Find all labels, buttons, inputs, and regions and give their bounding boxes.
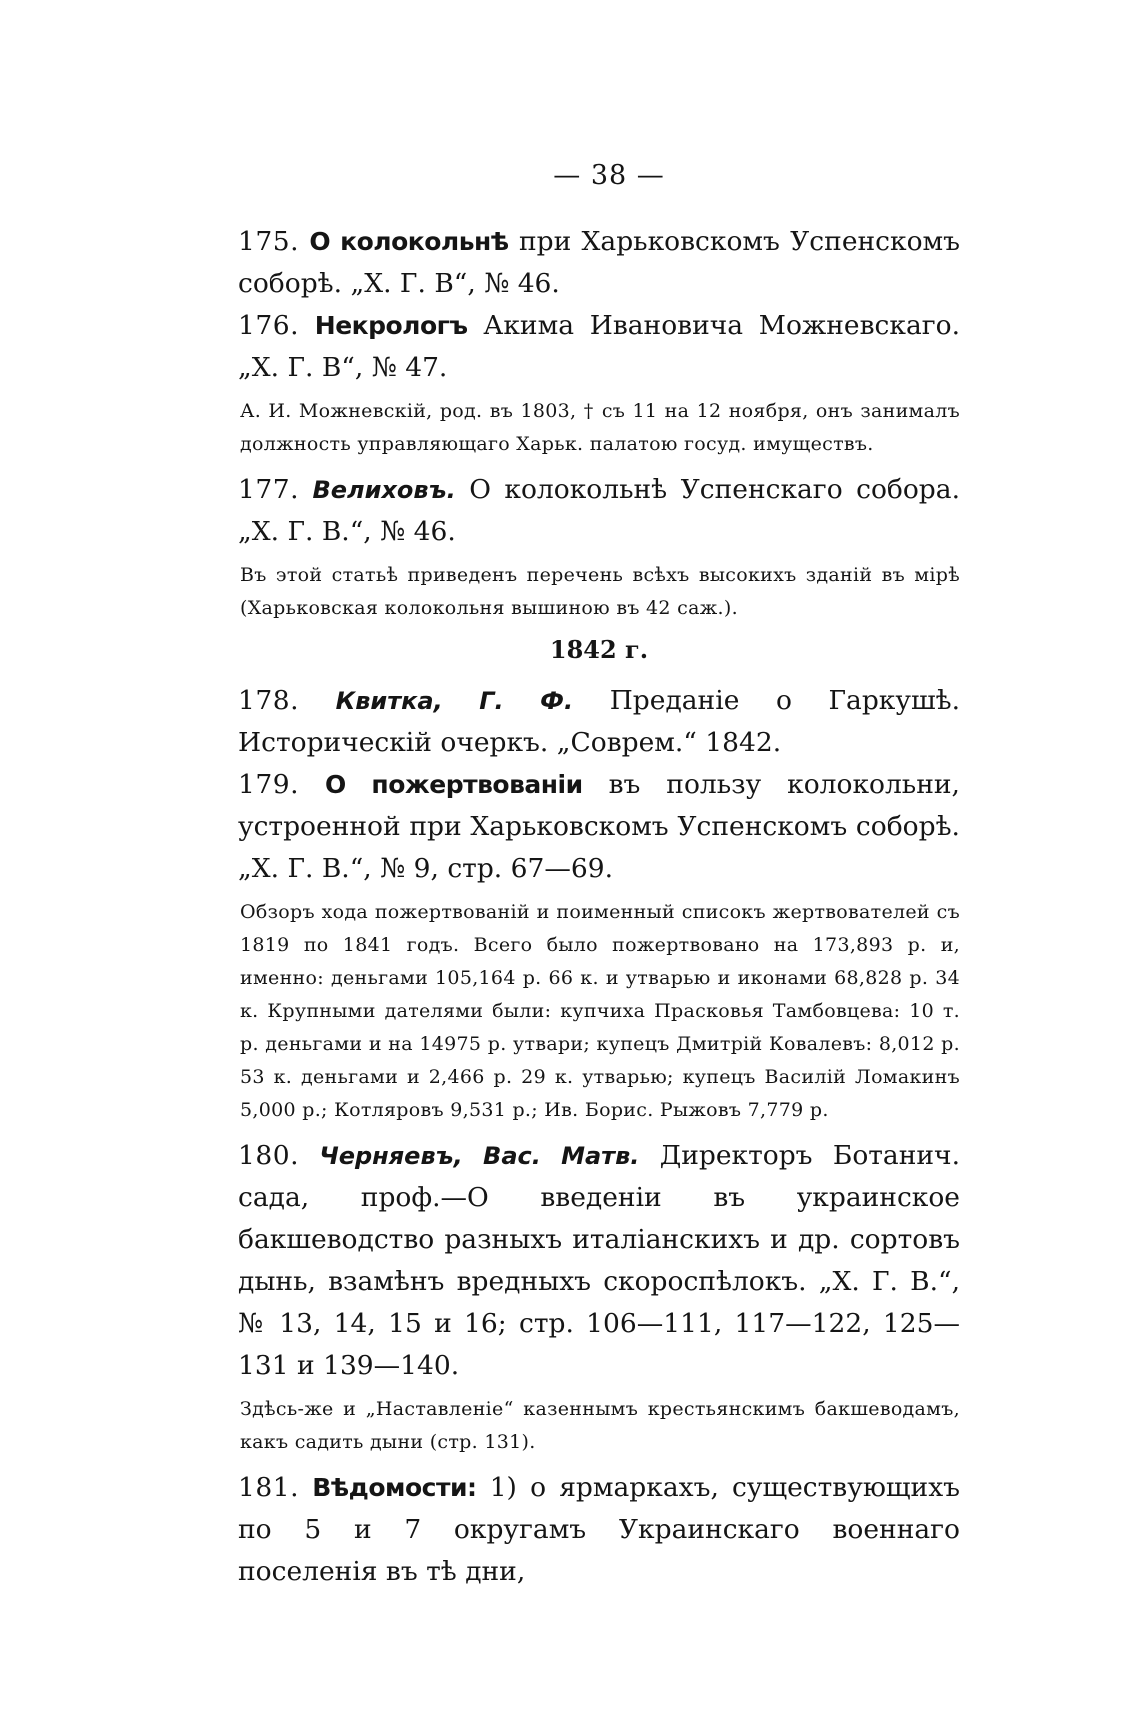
entry-author: Черняевъ, Вас. Матв. [319, 1142, 640, 1170]
entry-number: 178. [238, 685, 300, 716]
entry-178 [238, 680, 960, 764]
entry-text: Преданіе о Гаркушѣ. Историческій очеркъ. „Соврем.“ 1842. [238, 685, 960, 758]
entry-176 [238, 305, 960, 389]
entry-175 [238, 221, 960, 305]
entry-text: при Харьковскомъ Успенскомъ соборѣ. „X. Г. В“, № 46. [238, 226, 960, 299]
entry-author: Квитка, Г. Ф. [335, 687, 574, 715]
entry-author: Велиховъ. [312, 476, 456, 504]
entry-text: О колокольнѣ Успенскаго собора. „X. Г. В.“, № 46. [238, 474, 960, 547]
page-number: — 38 — [553, 160, 665, 191]
entry-number: 176. [238, 310, 300, 341]
entry-text: въ пользу колокольни, устроенной при Харьковскомъ Успенскомъ соборѣ. „X. Г. В.“, № 9, стр. 67—69. [238, 769, 960, 884]
entry-text: Директоръ Ботанич. сада, проф.—О введеніи въ украинское бакшеводство разныхъ италіанскихъ и др. сортовъ дынь, взамѣнъ вредныхъ скороспѣлокъ. „X. Г. В.“, № 13, 14, 15 и 16; стр. 106—111, 117—122, 125—131 и 139—140. [238, 1140, 960, 1381]
entry-text: Акима Ивановича Можневскаго. „X. Г. В“, № 47. [238, 310, 960, 383]
entry-number: 175. [238, 226, 300, 257]
entry-180 [238, 1135, 960, 1387]
entry-title: Некрологъ [314, 311, 468, 340]
entry-number: 181. [238, 1472, 300, 1503]
year-heading: 1842 г. [549, 635, 649, 664]
entry-number: 177. [238, 474, 300, 505]
book-page [238, 160, 960, 1593]
entry-number: 179. [238, 769, 300, 800]
entry-note: Въ этой статьѣ приведенъ перечень всѣхъ высокихъ зданій въ мірѣ (Харьковская колокольня вышиною въ 42 саж.). [240, 564, 960, 619]
entry-text: 1) о ярмаркахъ, существующихъ по 5 и 7 округамъ Украинскаго военнаго поселенія въ тѣ дни, [238, 1472, 960, 1587]
entry-title: О пожертвованіи [324, 770, 583, 799]
entry-title: О колокольнѣ [309, 227, 509, 256]
entry-note: Обзоръ хода пожертвованій и поименный списокъ жертвователей съ 1819 по 1841 годъ. Всего было пожертвовано на 173,893 р. и, именно: деньгами 105,164 р. 66 к. и утварью и иконами 68,828 р. 34 к. Крупными дателями были: купчиха Прасковья Тамбовцева: 10 т. р. деньгами и на 14975 р. утвари; купецъ Дмитрій Ковалевъ: 8,012 р. 53 к. деньгами и 2,466 р. 29 к. утварью; купецъ Василій Ломакинъ 5,000 р.; Котляровъ 9,531 р.; Ив. Борис. Рыжовъ 7,779 р. [240, 901, 960, 1121]
entry-title: Вѣдомости: [312, 1473, 477, 1502]
entry-note: Здѣсь-же и „Наставленіе“ казеннымъ крестьянскимъ бакшеводамъ, какъ садить дыни (стр. 131). [240, 1398, 960, 1453]
entry-179 [238, 764, 960, 890]
entry-note: А. И. Можневскій, род. въ 1803, † съ 11 на 12 ноября, онъ занималъ должность управляющаго Харьк. палатою госуд. имуществъ. [240, 400, 960, 455]
entry-181 [238, 1467, 960, 1593]
entry-number: 180. [238, 1140, 300, 1171]
entry-177 [238, 469, 960, 553]
